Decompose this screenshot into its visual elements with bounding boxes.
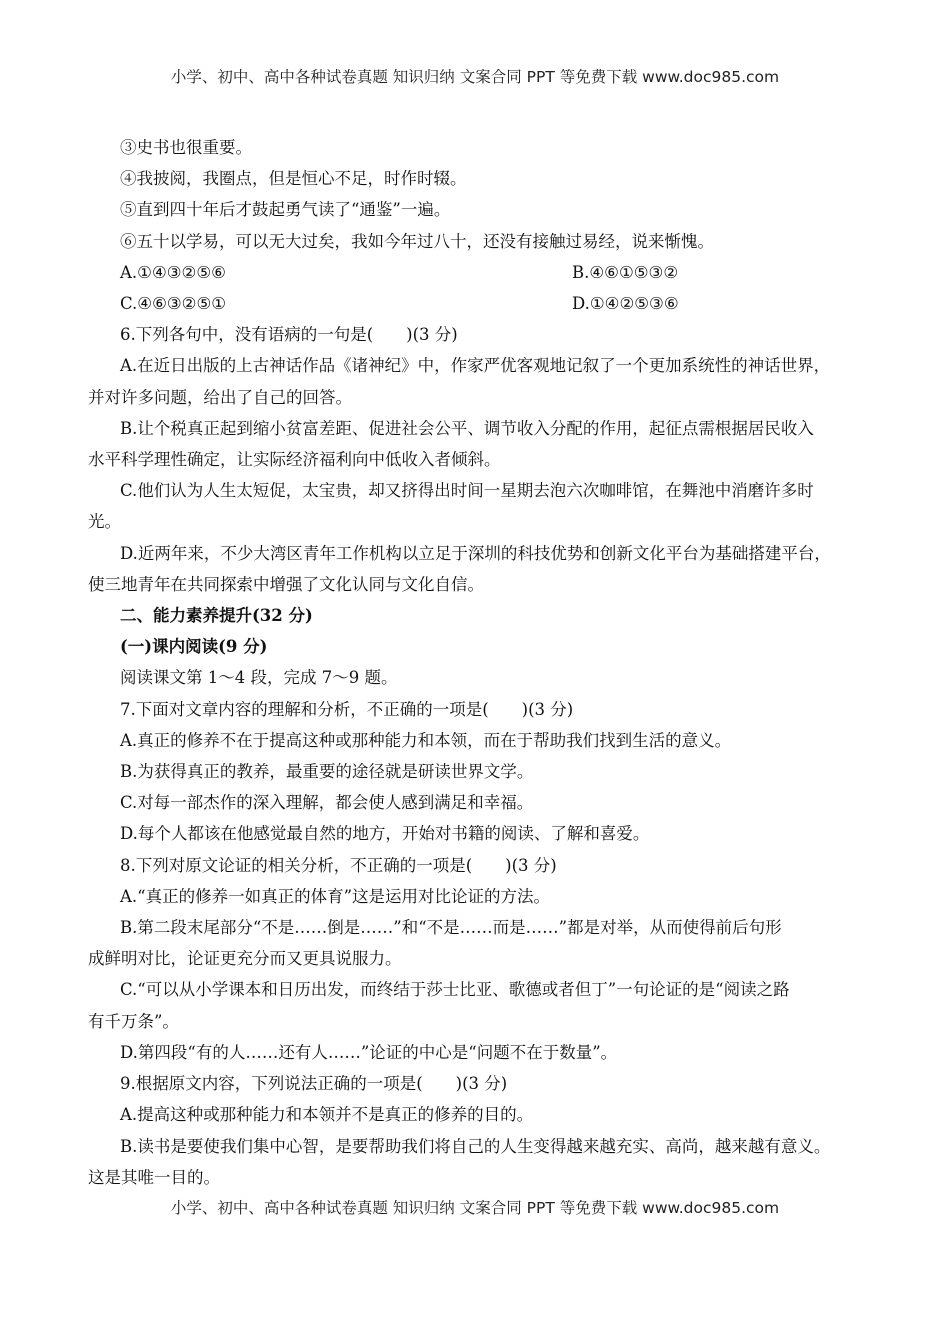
q5-option-c: C.④⑥③②⑤①	[120, 294, 227, 314]
q8-option-b: B.第二段末尾部分“不是……倒是……”和“不是……而是……”都是对举，从而使得前后句形	[120, 918, 782, 938]
q6-option-b: B.让个税真正起到缩小贫富差距、促进社会公平、调节收入分配的作用，起征点需根据居民收入	[120, 418, 814, 438]
q5-options-row-2	[88, 288, 868, 319]
q7-stem: 7.下面对文章内容的理解和分析，不正确的一项是( )(3 分)	[120, 699, 574, 719]
q5-item-5: ⑤直到四十年后才鼓起勇气读了“通鉴”一遍。	[120, 200, 451, 220]
q7-option-a: A.真正的修养不在于提高这种或那种能力和本领，而在于帮助我们找到生活的意义。	[120, 730, 732, 750]
page-header: 小学、初中、高中各种试卷真题 知识归纳 文案合同 PPT 等免费下载 www.doc985.com	[170, 68, 780, 86]
q5-item-3: ③史书也很重要。	[120, 138, 252, 157]
section-2-title: 二、能力素养提升(32 分)	[120, 606, 313, 626]
q9-option-b: B.读书是要使我们集中心智，是要帮助我们将自己的人生变得越来越充实、高尚，越来越有意义。	[120, 1136, 831, 1156]
q9-option-b-cont: 这是其唯一目的。	[88, 1167, 220, 1187]
section-2-subtitle: (一)课内阅读(9 分)	[120, 637, 268, 657]
q9-stem: 9.根据原文内容，下列说法正确的一项是( )(3 分)	[120, 1074, 508, 1094]
q7-option-b: B.为获得真正的教养，最重要的途径就是研读世界文学。	[120, 762, 534, 782]
q8-option-a: A.“真正的修养一如真正的体育”这是运用对比论证的方法。	[120, 886, 551, 906]
q5-option-b: B.④⑥①⑤③②	[572, 262, 679, 282]
q7-option-d: D.每个人都该在他感觉最自然的地方，开始对书籍的阅读、了解和喜爱。	[120, 824, 650, 844]
q5-item-4: ④我披阅，我圈点，但是恒心不足，时作时辍。	[120, 169, 467, 189]
q7-option-c: C.对每一部杰作的深入理解，都会使人感到满足和幸福。	[120, 793, 534, 813]
q6-stem: 6.下列各句中，没有语病的一句是( )(3 分)	[120, 325, 458, 345]
q8-option-d: D.第四段“有的人……还有人……”论证的中心是“问题不在于数量”。	[120, 1042, 618, 1062]
q6-option-b-cont: 水平科学理性确定，让实际经济福利向中低收入者倾斜。	[88, 450, 501, 470]
q6-option-a-cont: 并对许多问题，给出了自己的回答。	[88, 387, 352, 407]
q6-option-d: D.近两年来，不少大湾区青年工作机构以立足于深圳的科技优势和创新文化平台为基础搭建平台，	[120, 543, 831, 563]
q5-options-row-1	[88, 257, 868, 288]
q5-option-d: D.①④②⑤③⑥	[572, 294, 679, 314]
document-body	[88, 132, 868, 1193]
q8-option-c: C.“可以从小学课本和日历出发，而终结于莎士比亚、歌德或者但丁”一句论证的是“阅读之路	[120, 980, 790, 1000]
q9-option-a: A.提高这种或那种能力和本领并不是真正的修养的目的。	[120, 1105, 534, 1125]
section-2-intro: 阅读课文第 1～4 段，完成 7～9 题。	[120, 668, 398, 688]
q6-option-c: C.他们认为人生太短促，太宝贵，却又挤得出时间一星期去泡六次咖啡馆，在舞池中消磨许多时	[120, 481, 814, 501]
q8-stem: 8.下列对原文论证的相关分析，不正确的一项是( )(3 分)	[120, 855, 557, 875]
q8-option-c-cont: 有千万条”。	[88, 1011, 179, 1031]
q6-option-d-cont: 使三地青年在共同探索中增强了文化认同与文化自信。	[88, 574, 484, 594]
q6-option-c-cont: 光。	[88, 512, 121, 532]
q5-item-6: ⑥五十以学易，可以无大过矣，我如今年过八十，还没有接触过易经，说来惭愧。	[120, 231, 714, 251]
q8-option-b-cont: 成鲜明对比，论证更充分而又更具说服力。	[88, 949, 402, 969]
q6-option-a: A.在近日出版的上古神话作品《诸神纪》中，作家严优客观地记叙了一个更加系统性的神话世界，	[120, 356, 831, 376]
page-footer: 小学、初中、高中各种试卷真题 知识归纳 文案合同 PPT 等免费下载 www.doc985.com	[170, 1199, 780, 1217]
q5-option-a: A.①④③②⑤⑥	[120, 262, 226, 282]
